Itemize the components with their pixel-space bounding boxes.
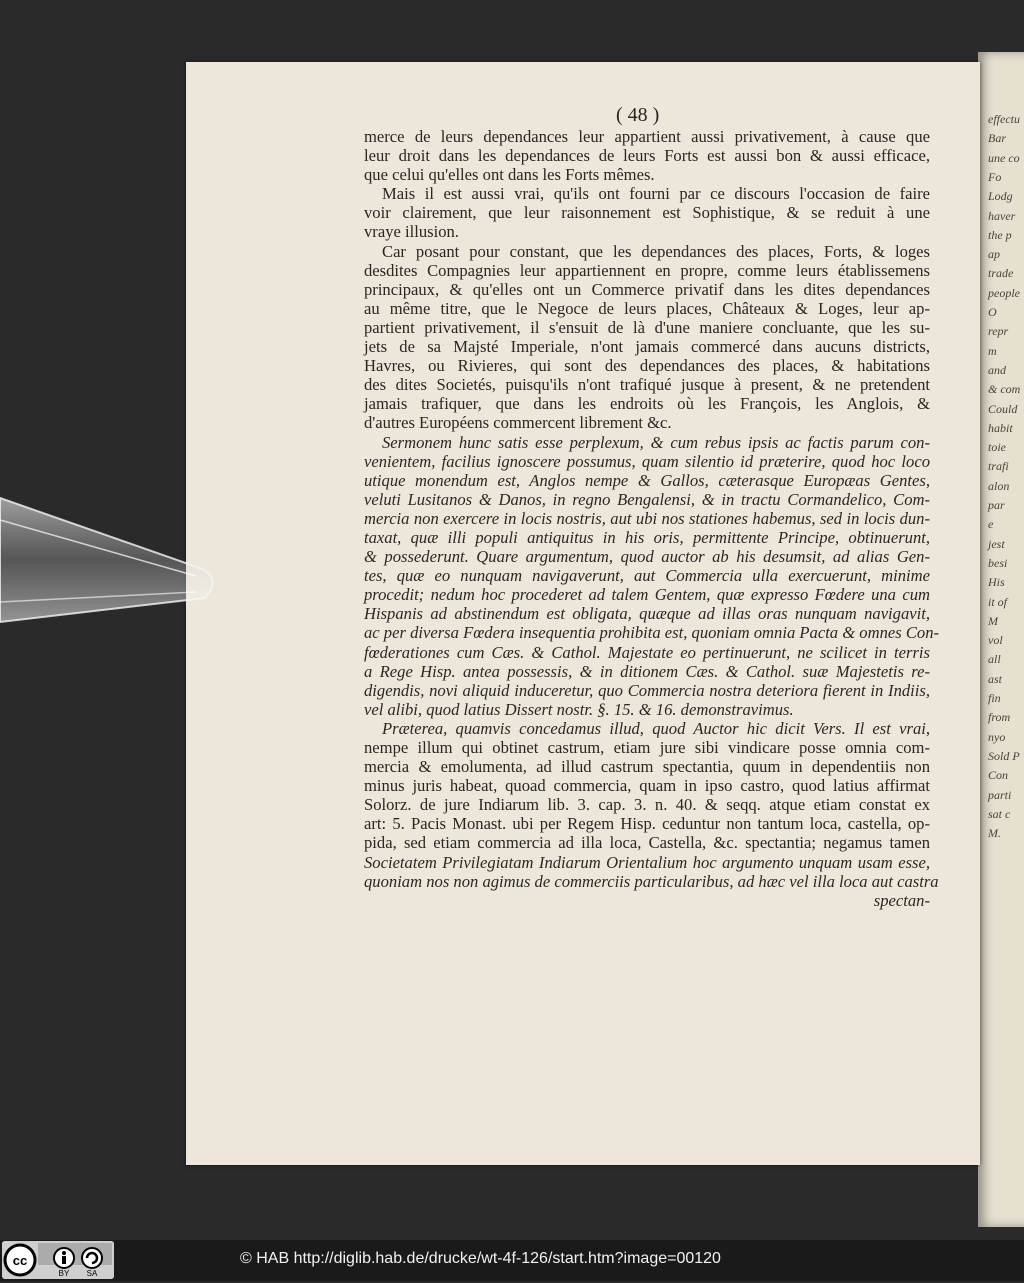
text-line: principaux, & qu'elles ont un Commerce privatif dans les dites dependances (364, 279, 930, 299)
adjacent-page-fragment: M (988, 613, 998, 628)
text-line: taxat, quæ illi populi antiquitus in his oris, permittente Principe, obtinuerunt, (364, 527, 930, 547)
text-line: spectan- (873, 890, 930, 910)
text-line: desdites Compagnies leur appartiennent en propre, comme leurs établissemens (364, 260, 930, 280)
adjacent-page-fragment: besi (988, 555, 1008, 570)
text-line: procedit; nedum hoc procederet ad talem Gentem, quæ expresso Fœdere una cum (364, 585, 930, 605)
adjacent-page-fragment: sat c (988, 806, 1011, 821)
text-line: Hispanis ad abstinendum est obligata, quæque ad illas oras nunquam navigavit, (364, 604, 930, 624)
by-label: BY (58, 1269, 70, 1278)
text-line: merce de leurs dependances leur appartient aussi privativement, à cause que (364, 127, 930, 146)
adjacent-page-fragment: jest (988, 536, 1005, 551)
text-line: Car posant pour constant, que les dependances des places, Forts, & loges (382, 241, 930, 261)
text-line: Præterea, quamvis concedamus illud, quod Auctor hic dicit Vers. Il est vrai, (382, 718, 930, 738)
text-line: Mais il est aussi vrai, qu'ils ont fourni par ce discours l'occasion de faire (382, 184, 930, 204)
adjacent-page-fragment: Could (988, 401, 1018, 416)
page-number: ( 48 ) (616, 104, 660, 126)
text-line: Havres, ou Rivieres, qui sont des dependances des places, & habitations (364, 356, 930, 376)
adjacent-page-fragment: fin (988, 691, 1001, 705)
scanned-page (186, 62, 980, 1165)
text-line: pida, sed etiam commercia ad illa loca, Castella, &c. spectantia; negamus tamen (364, 833, 930, 853)
text-line: veluti Lusitanos & Danos, in regno Bengalensi, & in tractu Cormandelico, Com- (364, 489, 930, 509)
adjacent-page-fragment: Bar (988, 131, 1006, 146)
text-line: des dites Societés, puisqu'ils n'ont trafiqué jusque à present, & ne pretendent (364, 375, 930, 395)
sa-label: SA (86, 1269, 98, 1278)
adjacent-page-fragment: from (988, 710, 1011, 725)
text-line: vraye illusion. (364, 222, 459, 242)
text-line: jamais trafiquer, que dans les endroits où les François, les Anglois, & (364, 394, 930, 414)
text-line: voir clairement, que leur raisonnement est Sophistique, & se reduit à une (364, 203, 930, 223)
text-line: d'autres Européens commercent librement &c. (364, 413, 672, 433)
adjacent-page-fragment: people (988, 285, 1020, 300)
adjacent-page-fragment: ap (988, 247, 1000, 262)
text-line: nempe illum qui obtinet castrum, etiam jure sibi vindicare posse omnia com- (364, 738, 930, 757)
text-line: fœderationes cum Cæs. & Cathol. Majestate eo pertinuerunt, ne scilicet in terris (364, 642, 930, 662)
text-line: minus juris habeat, quoad commercia, quam in ipso castro, quod latius affirmat (364, 776, 930, 796)
adjacent-page-fragment: nyo (988, 729, 1006, 744)
adjacent-page-fragment: vol (988, 633, 1003, 648)
text-line: venientem, facilius ignoscere possumus, quam silentio id præterire, quod hoc loco (364, 451, 930, 471)
adjacent-page-fragment: parti (988, 787, 1012, 802)
adjacent-page-fragment: and (988, 362, 1006, 377)
text-line: utique monendum est, Anglos nempe & Gallos, cæterasque Europæas Gentes, (364, 470, 930, 490)
adjacent-page-fragment: O (988, 305, 997, 319)
adjacent-page-fragment: & com (988, 382, 1021, 397)
text-line: art: 5. Pacis Monast. ubi per Regem Hisp. ceduntur non tantum loca, castella, op- (364, 814, 930, 834)
adjacent-page-fragment: repr (988, 324, 1009, 339)
text-line: & possederunt. Quare argumentum, quod auctor ab his desumsit, ad alias Gen- (364, 547, 930, 567)
adjacent-page-fragment: ast (988, 671, 1003, 686)
text-line: leur droit dans les dependances de leurs Forts est aussi bon & aussi efficace, (364, 146, 930, 166)
adjacent-page-fragment: Sold P (988, 748, 1020, 763)
text-line: a Rege Hisp. antea possessis, & in ditionem Cæs. & Cathol. suæ Majestetis re- (364, 661, 930, 681)
svg-text:cc: cc (12, 1253, 28, 1268)
text-line: jets de sa Majsté Imperiale, n'ont jamais commercé dans aucuns districts, (364, 337, 930, 357)
adjacent-page (978, 52, 1024, 1227)
text-line: vel alibi, quod latius Dissert nostr. §. 15. & 16. demonstravimus. (364, 699, 794, 719)
share-alike-icon (82, 1248, 102, 1268)
adjacent-page-fragment: M. (988, 826, 1001, 841)
adjacent-page-fragment: haver (988, 208, 1016, 223)
adjacent-page-fragment: une co (988, 150, 1020, 165)
adjacent-page-fragment: Con (988, 768, 1009, 783)
adjacent-page-fragment: the p (988, 227, 1012, 242)
text-line: Solorz. de jure Indiarum lib. 3. cap. 3. n. 40. & seqq. atque etiam constat ex (364, 795, 930, 815)
text-line: partient privativement, il s'ensuit de là d'une maniere concluante, que les su- (364, 317, 930, 337)
adjacent-page-fragment: trafi (988, 459, 1009, 474)
page-text (364, 127, 940, 910)
text-line: que celui qu'elles ont dans les Forts mêmes. (364, 165, 655, 185)
adjacent-page-fragment: habit (988, 420, 1013, 435)
text-line: quoniam nos non agimus de commerciis particularibus, ad hæc vel illa loca aut castra (364, 871, 939, 891)
footer-bar (0, 1240, 1024, 1281)
text-line: au même titre, que le Negoce de leurs places, Châteaux & Loges, leur ap- (364, 298, 930, 318)
adjacent-page-fragment: His (988, 575, 1005, 590)
cc-by-sa-license-badge[interactable] (2, 1241, 114, 1279)
adjacent-page-fragment: Fo (988, 169, 1002, 184)
adjacent-page-fragment: it of (988, 594, 1008, 609)
adjacent-page-fragment: trade (988, 266, 1014, 281)
text-line: mercia & emolumenta, ad illud castrum spectantia, quum in dependentiis non (364, 757, 930, 777)
text-line: Societatem Privilegiatam Indiarum Orientalium hoc argumento unquam usam esse, (364, 852, 930, 872)
text-line: mercia non exercere in locis nostris, aut ubi nos stationes habemus, sed in locis dun- (364, 508, 930, 528)
adjacent-page-fragment: alon (988, 478, 1010, 493)
adjacent-page-fragment: m (988, 343, 997, 358)
adjacent-page-fragment: par (988, 498, 1005, 512)
copyright-url[interactable]: © HAB http://diglib.hab.de/drucke/wt-4f-126/start.htm?image=00120 (240, 1250, 721, 1267)
adjacent-page-fragment: e (988, 517, 994, 532)
adjacent-page-fragment: all (988, 652, 1001, 667)
text-line: tes, quæ eo nunquam navigaverunt, aut Commercia ulla exercuerunt, minime (364, 566, 930, 586)
text-line: ac per diversa Fœdera insequentia prohibita est, quoniam omnia Pacta & omnes Con- (364, 623, 940, 643)
adjacent-page-fragment: effectu (988, 112, 1020, 126)
text-line: Sermonem hunc satis esse perplexum, & cum rebus ipsis ac factis parum con- (382, 432, 930, 452)
text-line: digendis, novi aliquid induceretur, quo Commercia nostra deteriora fierent in Indiis, (364, 680, 930, 700)
adjacent-page-fragment: Lodg (988, 189, 1013, 204)
adjacent-page-fragment: toie (988, 440, 1006, 455)
